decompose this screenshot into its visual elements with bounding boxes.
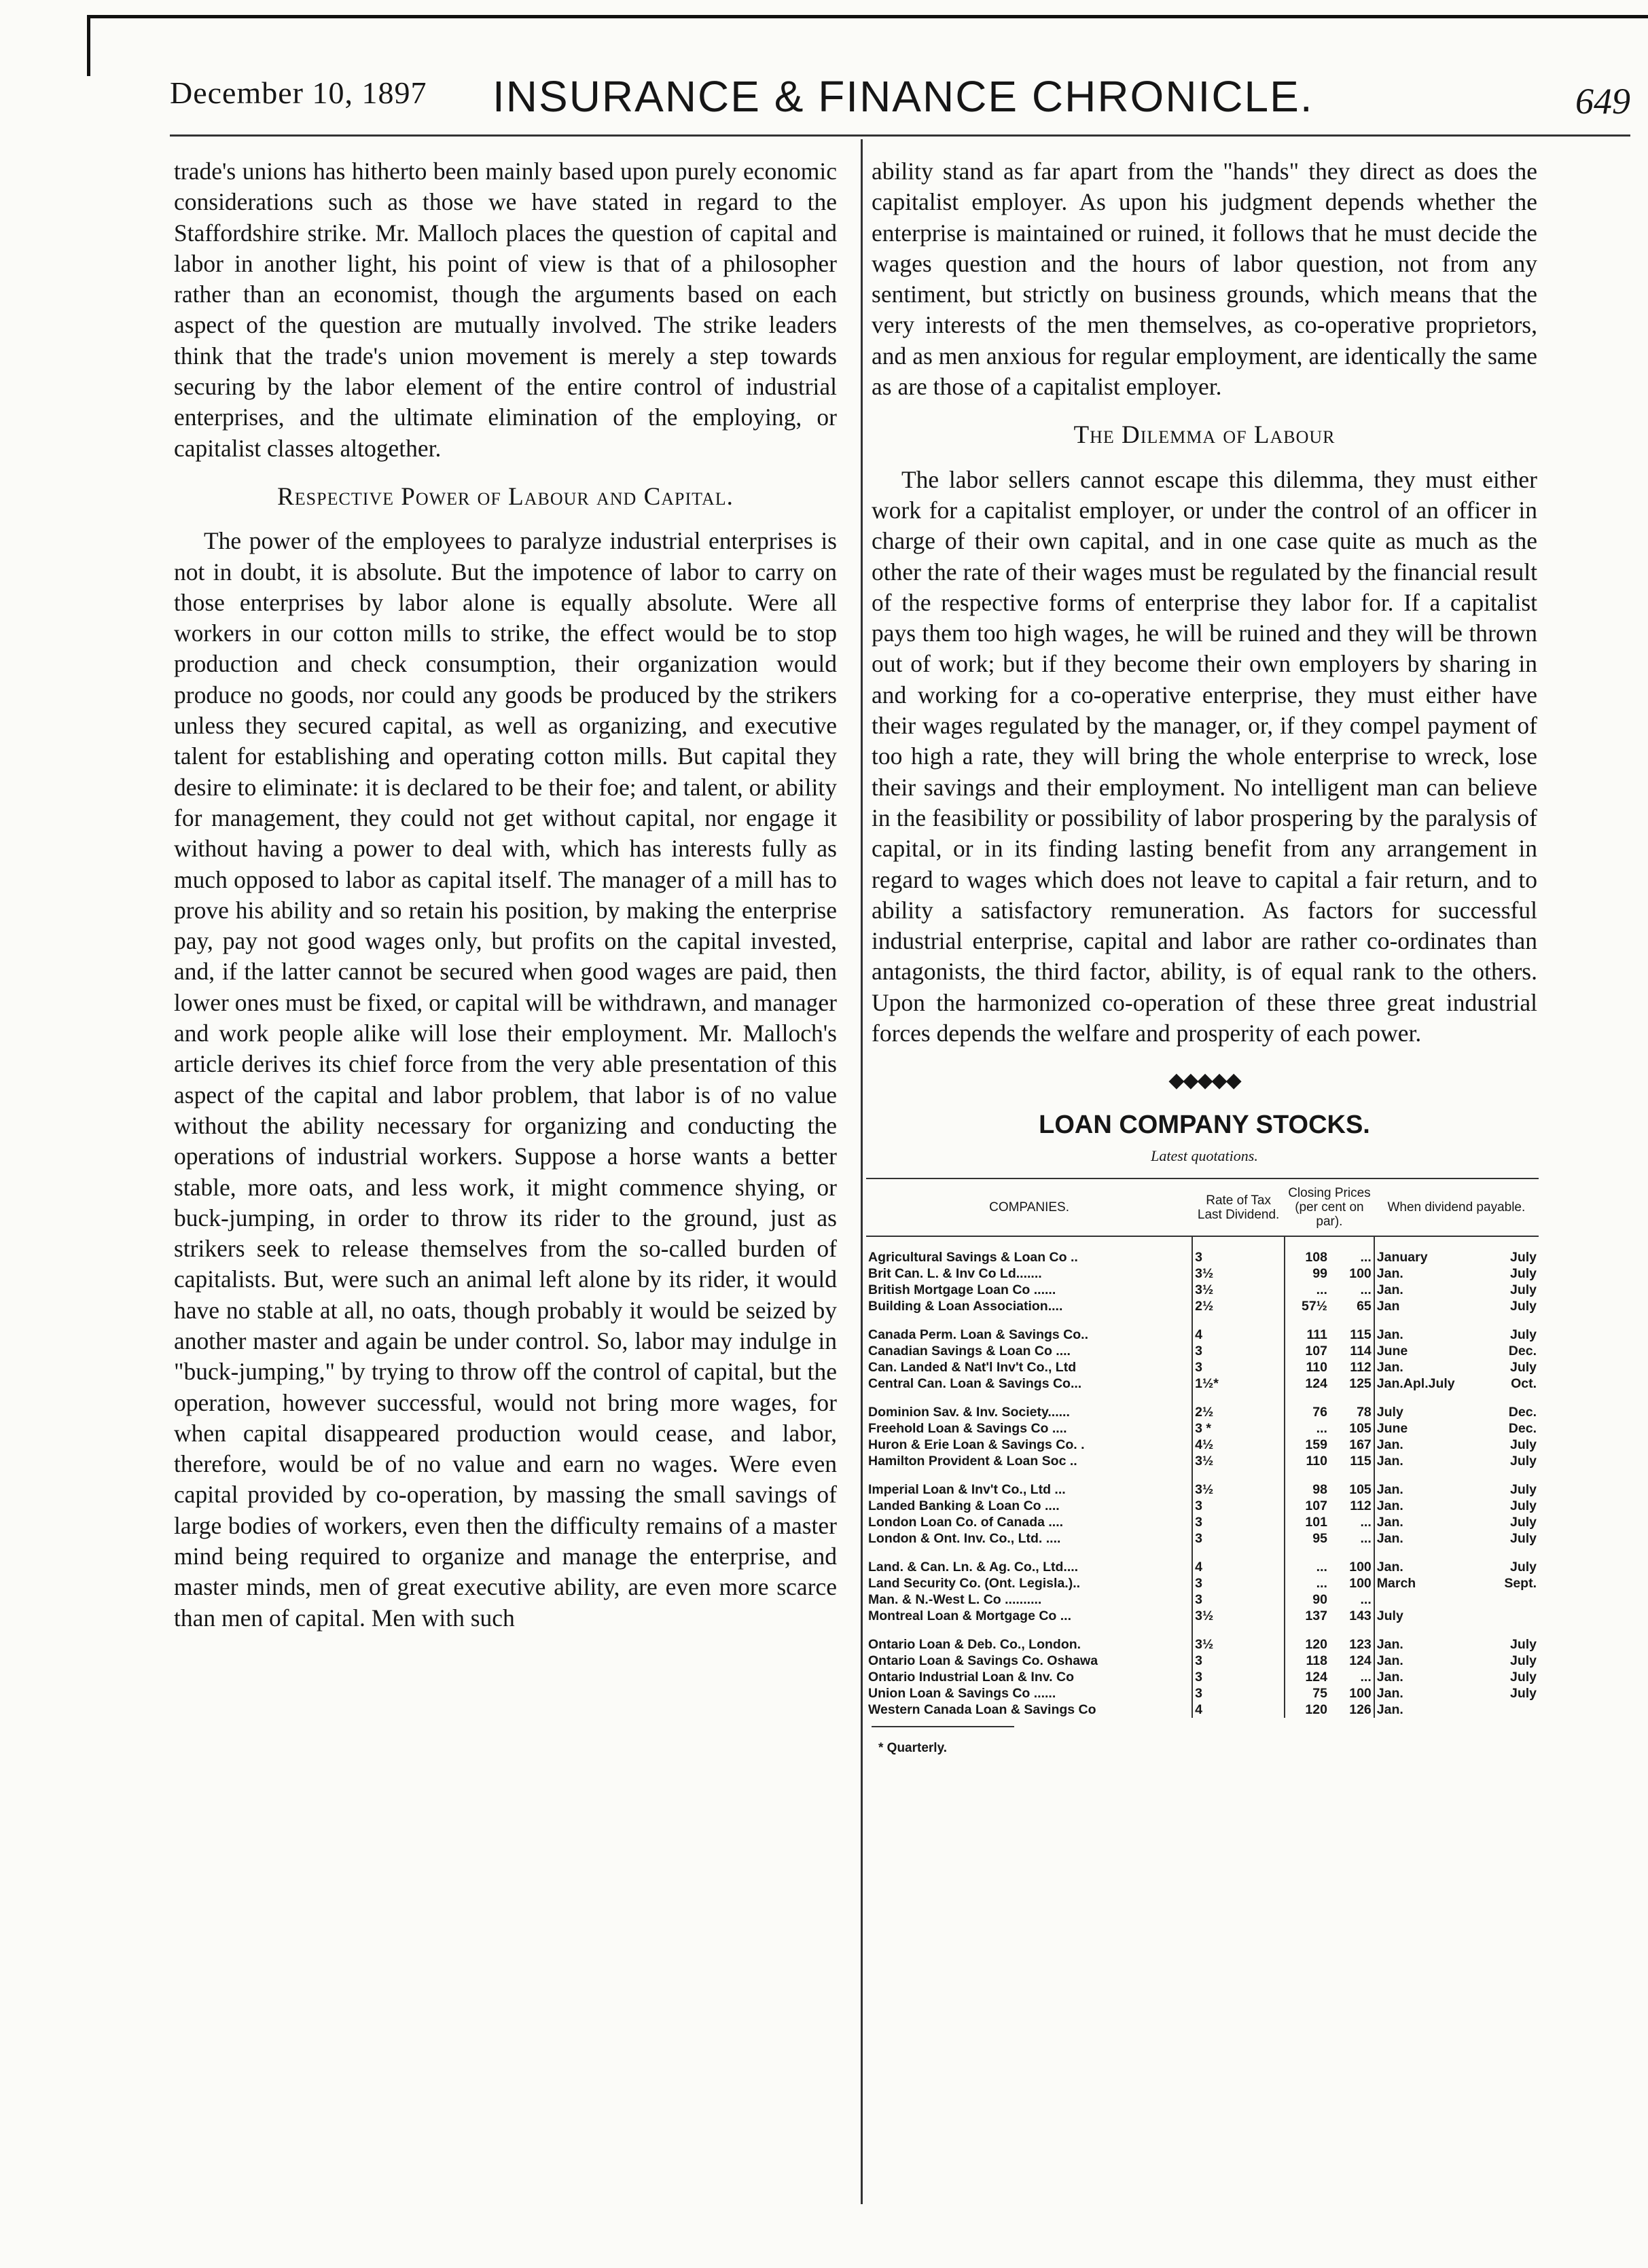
ornament-divider: ◆◆◆◆◆ xyxy=(1168,1069,1240,1092)
header-dividend: When dividend payable. xyxy=(1374,1178,1539,1236)
price-ask: ... xyxy=(1360,1670,1372,1685)
table-subtitle: Latest quotations. xyxy=(1151,1147,1258,1164)
dividend-month-2: July xyxy=(1509,1670,1537,1685)
price-bid: 98 xyxy=(1285,1481,1329,1498)
group-spacer xyxy=(866,1547,1539,1559)
table-row xyxy=(866,1685,1539,1702)
price-bid: 76 xyxy=(1285,1404,1329,1420)
price-bid: 110 xyxy=(1285,1359,1329,1375)
dividend-month-2: July xyxy=(1509,1686,1537,1702)
tax-rate: 3½ xyxy=(1192,1481,1285,1498)
tax-rate: 3 xyxy=(1192,1653,1285,1669)
table-row xyxy=(866,1404,1539,1420)
paragraph: trade's unions has hitherto been mainly based upon purely economic considerations such as those we have stated in regard to the Staffordshire strike. Mr. Malloch places the question of capital and labor in another light, his point of view is that of a philosopher rather than an economist, though the arguments based on each aspect of the question are mutually involved. The strike leaders think that the trade's union movement is merely a step towards securing by the labor element of the entire control of industrial enterprises, and the ultimate elimination of the employing, or capitalist classes altogether. xyxy=(174,158,837,462)
corner-rule xyxy=(87,15,90,76)
group-spacer xyxy=(866,1469,1539,1481)
dividend-month-1: July xyxy=(1374,1404,1466,1420)
price-ask: 100 xyxy=(1349,1686,1372,1702)
dividend-month-1: Jan. xyxy=(1374,1481,1466,1498)
dividend-month-2: Oct. xyxy=(1511,1376,1537,1392)
price-ask: 105 xyxy=(1349,1482,1372,1498)
tax-rate: 3 xyxy=(1192,1359,1285,1375)
company-name: Landed Banking & Loan Co .... xyxy=(868,1498,1060,1514)
company-name: Man. & N.-West L. Co .......... xyxy=(868,1592,1042,1608)
dividend-month-2: July xyxy=(1509,1282,1537,1298)
dividend-month-1: Jan. xyxy=(1374,1653,1466,1669)
tax-rate: 3 xyxy=(1192,1575,1285,1591)
dividend-month-2: July xyxy=(1509,1437,1537,1453)
tax-rate: 2½ xyxy=(1192,1404,1285,1420)
tax-rate: 3 xyxy=(1192,1343,1285,1359)
table-row xyxy=(866,1298,1539,1314)
dividend-month-1: July xyxy=(1374,1608,1466,1624)
price-bid: 75 xyxy=(1285,1685,1329,1702)
group-spacer xyxy=(866,1314,1539,1327)
publication-title: INSURANCE & FINANCE CHRONICLE. xyxy=(492,72,1314,121)
tax-rate: 3 xyxy=(1192,1669,1285,1685)
price-ask: 143 xyxy=(1349,1608,1372,1624)
table-row xyxy=(866,1559,1539,1575)
table-row xyxy=(866,1702,1539,1718)
price-ask: 167 xyxy=(1349,1437,1372,1453)
price-bid: 111 xyxy=(1285,1327,1329,1343)
dividend-month-1: Jan. xyxy=(1374,1636,1466,1653)
dividend-month-1: June xyxy=(1374,1343,1466,1359)
tax-rate: 4 xyxy=(1192,1327,1285,1343)
tax-rate: 4½ xyxy=(1192,1437,1285,1453)
price-ask: ... xyxy=(1360,1250,1372,1265)
paragraph: The power of the employees to paralyze industrial enterprises is not in doubt, it is absolute. But the impotence of labor to carry on those enterprises by labor alone is equally absolute. Were all workers in our cotton mills to strike, the effect would be to stop production and check consumption, their organization would produce no goods, nor could any goods be produced by the strikers unless they secured capital, as well as organizing, and executive talent for establishing and operating cotton mills. But capital they desire to eliminate: it is declared to be their foe; and talent, or ability for management, they could not get without capital, nor engage it without having a power to deal with, which has interests fully as much opposed to labor as capital itself. The manager of a mill has to prove his ability and so retain his position, by making the enterprise pay, pay not good wages only, but profits on the capital invested, and, if the latter cannot be secured when good wages are paid, then lower ones must be fixed, or capital will be withdrawn, and manager and work people alike will lose their employment. Mr. Malloch's article derives its chief force from the very able presentation of this aspect of the capital and labor problem, that labor is of no value without the ability necessary for organizing and conducting the operations of industrial workers. Suppose a horse wants a better stable, more oats, and less work, it might commence shying, or buck-jumping, in order to throw its rider to the ground, just as strikers seek to release themselves from the so-called burden of capitalists. But, were such an animal left alone by its rider, it would have no stable at all, no oats, though probably it would be seized by another master and again be under control. So, labor may indulge in "buck-jumping," by trying to throw off the control of capital, but the operation, however successful, would not bring more wages, for when capital disappeared production would cease, and labor, therefore, would be of no value and earn no wages. Were even capital provided by co-operation, by massing the small savings of large bodies of workers, even then the difficulty remains of a master mind being required to organize and manage the enterprise, and master minds, men of great executive ability, are even more scarce than men of capital. Men with such xyxy=(174,527,837,1632)
dividend-month-2: Sept. xyxy=(1504,1576,1537,1591)
dividend-month-1: March xyxy=(1374,1575,1466,1591)
table-row xyxy=(866,1420,1539,1437)
dividend-month-2: July xyxy=(1509,1653,1537,1669)
dividend-month-2: July xyxy=(1509,1250,1537,1265)
header-prices: Closing Prices (per cent on par). xyxy=(1285,1178,1374,1236)
dividend-month-2: July xyxy=(1509,1360,1537,1375)
table-row xyxy=(866,1608,1539,1624)
price-ask: 112 xyxy=(1350,1360,1372,1375)
price-ask: 114 xyxy=(1350,1344,1372,1359)
company-name: London & Ont. Inv. Co., Ltd. .... xyxy=(868,1531,1061,1547)
price-bid: 137 xyxy=(1285,1608,1329,1624)
table-header-row xyxy=(866,1178,1539,1236)
table-row xyxy=(866,1636,1539,1653)
group-spacer xyxy=(866,1624,1539,1636)
company-name: Western Canada Loan & Savings Co xyxy=(868,1702,1096,1718)
table-row xyxy=(866,1514,1539,1530)
header-companies: COMPANIES. xyxy=(866,1178,1192,1236)
tax-rate: 3½ xyxy=(1192,1282,1285,1298)
tax-rate: 3 xyxy=(1192,1514,1285,1530)
price-bid: 124 xyxy=(1285,1669,1329,1685)
dividend-month-1: Jan. xyxy=(1374,1282,1466,1298)
dividend-month-1: Jan. xyxy=(1374,1702,1466,1718)
dividend-month-2: July xyxy=(1509,1454,1537,1469)
price-bid: 124 xyxy=(1285,1375,1329,1392)
tax-rate: 3 xyxy=(1192,1591,1285,1608)
dividend-month-2: July xyxy=(1509,1482,1537,1498)
dividend-month-1: Jan. xyxy=(1374,1265,1466,1282)
group-spacer xyxy=(866,1392,1539,1404)
company-name: Can. Landed & Nat'l Inv't Co., Ltd xyxy=(868,1360,1077,1375)
tax-rate: 4 xyxy=(1192,1559,1285,1575)
price-bid: 95 xyxy=(1285,1530,1329,1547)
right-column xyxy=(868,156,1537,1764)
table-footnote: * Quarterly. xyxy=(872,1726,1014,1763)
price-ask: 125 xyxy=(1349,1376,1372,1392)
company-name: Central Can. Loan & Savings Co... xyxy=(868,1376,1082,1392)
table-row xyxy=(866,1249,1539,1265)
price-ask: 126 xyxy=(1349,1702,1372,1718)
dividend-month-1: June xyxy=(1374,1420,1466,1437)
dividend-month-1: Jan. xyxy=(1374,1453,1466,1469)
loan-stocks-section xyxy=(868,1110,1537,1764)
price-bid: 108 xyxy=(1285,1249,1329,1265)
price-ask: ... xyxy=(1360,1531,1372,1547)
table-row xyxy=(866,1498,1539,1514)
company-name: Imperial Loan & Inv't Co., Ltd ... xyxy=(868,1482,1066,1498)
dividend-month-2: July xyxy=(1509,1637,1537,1653)
dividend-month-1: Jan.Apl.July xyxy=(1374,1375,1466,1392)
dividend-month-2: July xyxy=(1509,1560,1537,1575)
company-name: Land. & Can. Ln. & Ag. Co., Ltd.... xyxy=(868,1560,1079,1575)
table-row xyxy=(866,1453,1539,1469)
table-row xyxy=(866,1653,1539,1669)
dividend-month-2: July xyxy=(1509,1498,1537,1514)
price-ask: 124 xyxy=(1349,1653,1372,1669)
price-bid: ... xyxy=(1285,1575,1329,1591)
price-bid: 107 xyxy=(1285,1498,1329,1514)
price-bid: 107 xyxy=(1285,1343,1329,1359)
dividend-month-2: July xyxy=(1509,1531,1537,1547)
dividend-month-2 xyxy=(1466,1608,1539,1624)
dividend-month-1: Jan. xyxy=(1374,1669,1466,1685)
price-bid: 120 xyxy=(1285,1636,1329,1653)
price-ask: 65 xyxy=(1357,1299,1372,1314)
company-name: Union Loan & Savings Co ...... xyxy=(868,1686,1056,1702)
table-row xyxy=(866,1669,1539,1685)
tax-rate: 1½* xyxy=(1192,1375,1285,1392)
dividend-month-1: Jan. xyxy=(1374,1498,1466,1514)
table-row xyxy=(866,1437,1539,1453)
tax-rate: 3½ xyxy=(1192,1265,1285,1282)
price-bid: ... xyxy=(1285,1420,1329,1437)
left-column xyxy=(174,156,837,1634)
price-ask: 115 xyxy=(1350,1454,1372,1469)
price-ask: 112 xyxy=(1350,1498,1372,1514)
table-row xyxy=(866,1575,1539,1591)
company-name: Canadian Savings & Loan Co .... xyxy=(868,1344,1071,1359)
table-title: LOAN COMPANY STOCKS. xyxy=(1039,1110,1370,1139)
company-name: Freehold Loan & Savings Co .... xyxy=(868,1421,1067,1437)
top-rule xyxy=(88,15,1648,18)
table-row xyxy=(866,1327,1539,1343)
page-number: 649 xyxy=(1575,81,1630,122)
dividend-month-2: July xyxy=(1509,1299,1537,1314)
dividend-month-1: January xyxy=(1374,1249,1466,1265)
dividend-month-1: Jan. xyxy=(1374,1559,1466,1575)
dividend-month-2: July xyxy=(1509,1327,1537,1343)
tax-rate: 3½ xyxy=(1192,1608,1285,1624)
page-header xyxy=(170,68,1630,129)
table-row xyxy=(866,1265,1539,1282)
loan-stocks-table xyxy=(866,1178,1539,1718)
company-name: British Mortgage Loan Co ...... xyxy=(868,1282,1056,1298)
table-row xyxy=(866,1282,1539,1298)
paragraph: ability stand as far apart from the "hands" they direct as does the capitalist employer. As upon his judgment depends whether the enterprise is maintained or ruined, it follows that he must decide the wages question and the hours of labor question, not from any sentiment, but strictly on business grounds, which means that the very interests of the men themselves, as co-operative proprietors, and as men anxious for regular employment, are identically the same as are those of a capitalist employer. xyxy=(872,158,1537,401)
dividend-month-1: Jan xyxy=(1374,1298,1466,1314)
section-heading: The Dilemma of Labour xyxy=(1073,421,1336,450)
dividend-month-2: July xyxy=(1509,1515,1537,1530)
section-heading: Respective Power of Labour and Capital. xyxy=(277,482,734,511)
price-ask: 123 xyxy=(1349,1637,1372,1653)
dividend-month-1 xyxy=(1374,1591,1466,1608)
table-row xyxy=(866,1481,1539,1498)
tax-rate: 3 xyxy=(1192,1249,1285,1265)
price-ask: 115 xyxy=(1350,1327,1372,1343)
dividend-month-2: Dec. xyxy=(1508,1405,1537,1420)
company-name: Brit Can. L. & Inv Co Ld....... xyxy=(868,1266,1042,1282)
price-bid: 90 xyxy=(1285,1591,1329,1608)
price-bid: 118 xyxy=(1285,1653,1329,1669)
company-name: Huron & Erie Loan & Savings Co. . xyxy=(868,1437,1085,1453)
table-row xyxy=(866,1359,1539,1375)
header-rate: Rate of Tax Last Dividend. xyxy=(1192,1178,1285,1236)
price-ask: 78 xyxy=(1357,1405,1372,1420)
price-ask: ... xyxy=(1360,1592,1372,1608)
price-bid: 57½ xyxy=(1285,1298,1329,1314)
price-bid: 99 xyxy=(1285,1265,1329,1282)
price-ask: 100 xyxy=(1349,1266,1372,1282)
group-spacer xyxy=(866,1236,1539,1249)
price-bid: 120 xyxy=(1285,1702,1329,1718)
price-ask: 105 xyxy=(1349,1421,1372,1437)
company-name: Hamilton Provident & Loan Soc .. xyxy=(868,1454,1077,1469)
company-name: Agricultural Savings & Loan Co .. xyxy=(868,1250,1078,1265)
dividend-month-2: Dec. xyxy=(1508,1421,1537,1437)
table-row xyxy=(866,1591,1539,1608)
dividend-month-2: Dec. xyxy=(1508,1344,1537,1359)
price-bid: ... xyxy=(1285,1282,1329,1298)
company-name: Ontario Loan & Savings Co. Oshawa xyxy=(868,1653,1098,1669)
dividend-month-1: Jan. xyxy=(1374,1514,1466,1530)
tax-rate: 3 xyxy=(1192,1498,1285,1514)
dividend-month-2: July xyxy=(1509,1266,1537,1282)
tax-rate: 3½ xyxy=(1192,1636,1285,1653)
price-bid: 110 xyxy=(1285,1453,1329,1469)
table-row xyxy=(866,1343,1539,1359)
price-ask: ... xyxy=(1360,1515,1372,1530)
tax-rate: 4 xyxy=(1192,1702,1285,1718)
company-name: Building & Loan Association.... xyxy=(868,1299,1063,1314)
price-bid: ... xyxy=(1285,1559,1329,1575)
table-row xyxy=(866,1530,1539,1547)
issue-date: December 10, 1897 xyxy=(170,75,427,110)
table-row xyxy=(866,1375,1539,1392)
paragraph: The labor sellers cannot escape this dilemma, they must either work for a capitalist employer, or under the control of an officer in charge of their own capital, and in one case quite as much as the other the rate of their wages must be regulated by the financial result of the respective forms of enterprise they labor for. If a capitalist pays them too high wages, he will be ruined and they will be thrown out of work; but if they become their own employers by sharing in and working for a co-operative enterprise, they must either have their wages regulated by the manager, or, if they compel payment of too high a rate, they will bring the whole enterprise to wreck, lose their savings and their employment. No intelligent man can believe in the feasibility or possibility of labor prospering by the paralysis of capital, or in its finding lasting benefit from any arrangement in regard to wages which does not leave to capital a fair return, and to ability a satisfactory remuneration. As factors for successful industrial enterprise, capital and labor are rather co-ordinates than antagonists, the third factor, ability, is of equal rank to the others. Upon the harmonized co-operation of these three great industrial forces depends the welfare and prosperity of each power. xyxy=(872,465,1537,1047)
dividend-month-2 xyxy=(1466,1591,1539,1608)
dividend-month-1: Jan. xyxy=(1374,1359,1466,1375)
company-name: London Loan Co. of Canada .... xyxy=(868,1515,1064,1530)
dividend-month-1: Jan. xyxy=(1374,1685,1466,1702)
header-rule xyxy=(170,134,1630,137)
company-name: Dominion Sav. & Inv. Society...... xyxy=(868,1405,1070,1420)
tax-rate: 3 xyxy=(1192,1685,1285,1702)
table-body xyxy=(866,1236,1539,1718)
company-name: Land Security Co. (Ont. Legisla.).. xyxy=(868,1576,1081,1591)
dividend-month-1: Jan. xyxy=(1374,1437,1466,1453)
price-bid: 159 xyxy=(1285,1437,1329,1453)
tax-rate: 3 xyxy=(1192,1530,1285,1547)
dividend-month-1: Jan. xyxy=(1374,1530,1466,1547)
tax-rate: 2½ xyxy=(1192,1298,1285,1314)
company-name: Canada Perm. Loan & Savings Co.. xyxy=(868,1327,1088,1343)
price-ask: ... xyxy=(1360,1282,1372,1298)
column-rule xyxy=(861,139,863,2204)
price-ask: 100 xyxy=(1349,1576,1372,1591)
price-bid: 101 xyxy=(1285,1514,1329,1530)
tax-rate: 3½ xyxy=(1192,1453,1285,1469)
dividend-month-1: Jan. xyxy=(1374,1327,1466,1343)
company-name: Ontario Industrial Loan & Inv. Co xyxy=(868,1670,1074,1685)
company-name: Ontario Loan & Deb. Co., London. xyxy=(868,1637,1081,1653)
dividend-month-2 xyxy=(1466,1702,1539,1718)
price-ask: 100 xyxy=(1349,1560,1372,1575)
tax-rate: 3 * xyxy=(1192,1420,1285,1437)
company-name: Montreal Loan & Mortgage Co ... xyxy=(868,1608,1072,1624)
